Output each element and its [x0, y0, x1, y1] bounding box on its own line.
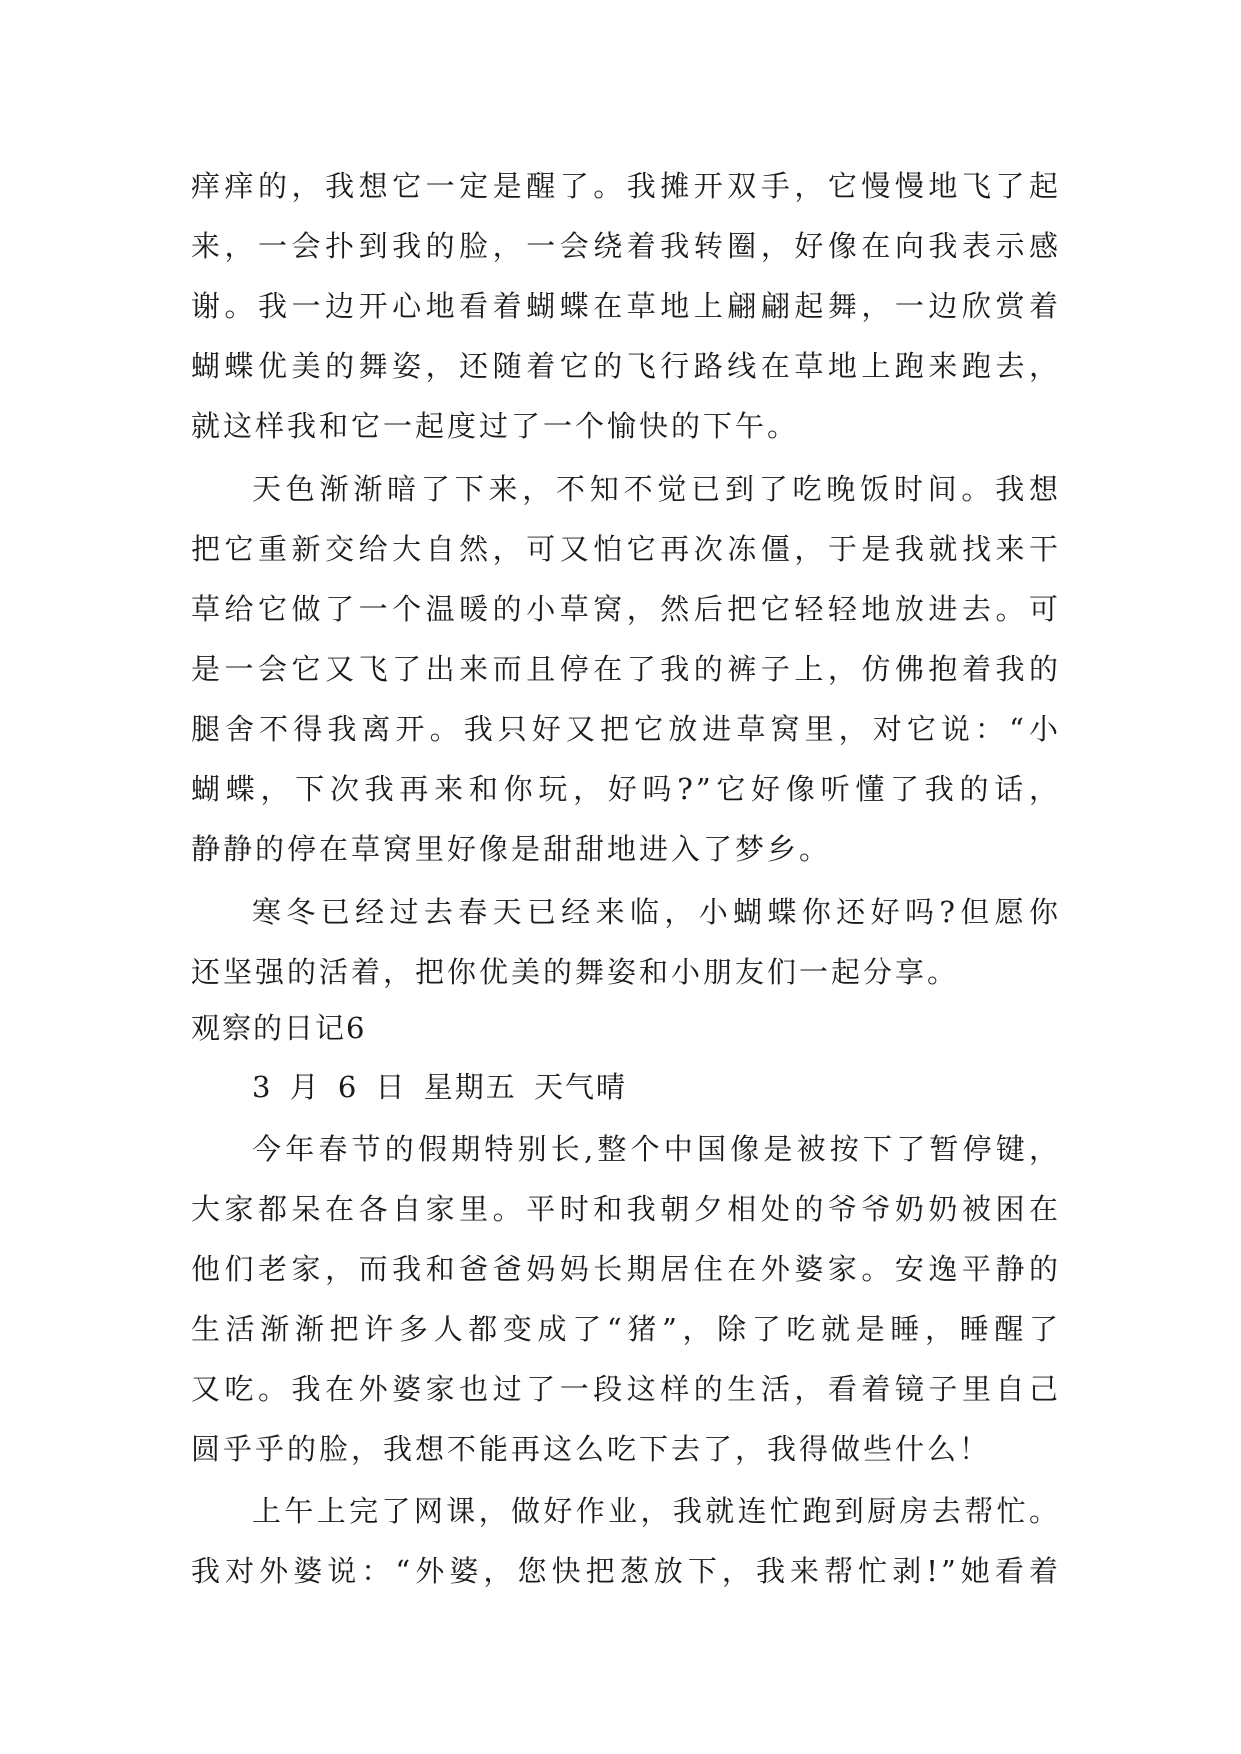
- text-line: 是一会它又飞了出来而且停在了我的裤子上，仿佛抱着我的: [191, 652, 1061, 686]
- text-line: 草给它做了一个温暖的小草窝，然后把它轻轻地放进去。可: [191, 592, 1061, 626]
- text-line: 我对外婆说：“外婆，您快把葱放下，我来帮忙剥!”她看着: [191, 1554, 1061, 1588]
- text-line: 来，一会扑到我的脸，一会绕着我转圈，好像在向我表示感: [191, 229, 1061, 263]
- text-line: 谢。我一边开心地看着蝴蝶在草地上翩翩起舞，一边欣赏着: [191, 289, 1061, 323]
- text-line: 蝴蝶，下次我再来和你玩，好吗?”它好像听懂了我的话，: [191, 772, 1061, 806]
- text-line: 把它重新交给大自然，可又怕它再次冻僵，于是我就找来干: [191, 532, 1061, 566]
- text-line: 腿舍不得我离开。我只好又把它放进草窝里，对它说：“小: [191, 712, 1061, 746]
- text-line: 就这样我和它一起度过了一个愉快的下午。: [191, 409, 800, 443]
- text-line: 上午上完了网课，做好作业，我就连忙跑到厨房去帮忙。: [252, 1494, 1061, 1528]
- text-line: 痒痒的，我想它一定是醒了。我摊开双手，它慢慢地飞了起: [191, 169, 1061, 203]
- text-line: 寒冬已经过去春天已经来临，小蝴蝶你还好吗?但愿你: [252, 895, 1061, 929]
- text-line: 大家都呆在各自家里。平时和我朝夕相处的爷爷奶奶被困在: [191, 1192, 1061, 1226]
- date-weather-line: 3 月 6 日 星期五 天气晴: [252, 1070, 627, 1104]
- text-line: 还坚强的活着，把你优美的舞姿和小朋友们一起分享。: [191, 955, 960, 989]
- text-line: 生活渐渐把许多人都变成了“猪”，除了吃就是睡，睡醒了: [191, 1312, 1061, 1346]
- text-line: 圆乎乎的脸，我想不能再这么吃下去了，我得做些什么！: [191, 1432, 992, 1466]
- text-line: 又吃。我在外婆家也过了一段这样的生活，看着镜子里自己: [191, 1372, 1061, 1406]
- text-line: 今年春节的假期特别长,整个中国像是被按下了暂停键，: [252, 1132, 1061, 1166]
- section-title: 观察的日记6: [191, 1011, 367, 1045]
- text-line: 天色渐渐暗了下来，不知不觉已到了吃晚饭时间。我想: [252, 472, 1061, 506]
- text-line: 蝴蝶优美的舞姿，还随着它的飞行路线在草地上跑来跑去，: [191, 349, 1061, 383]
- text-line: 静静的停在草窝里好像是甜甜地进入了梦乡。: [191, 832, 832, 866]
- text-line: 他们老家，而我和爸爸妈妈长期居住在外婆家。安逸平静的: [191, 1252, 1061, 1286]
